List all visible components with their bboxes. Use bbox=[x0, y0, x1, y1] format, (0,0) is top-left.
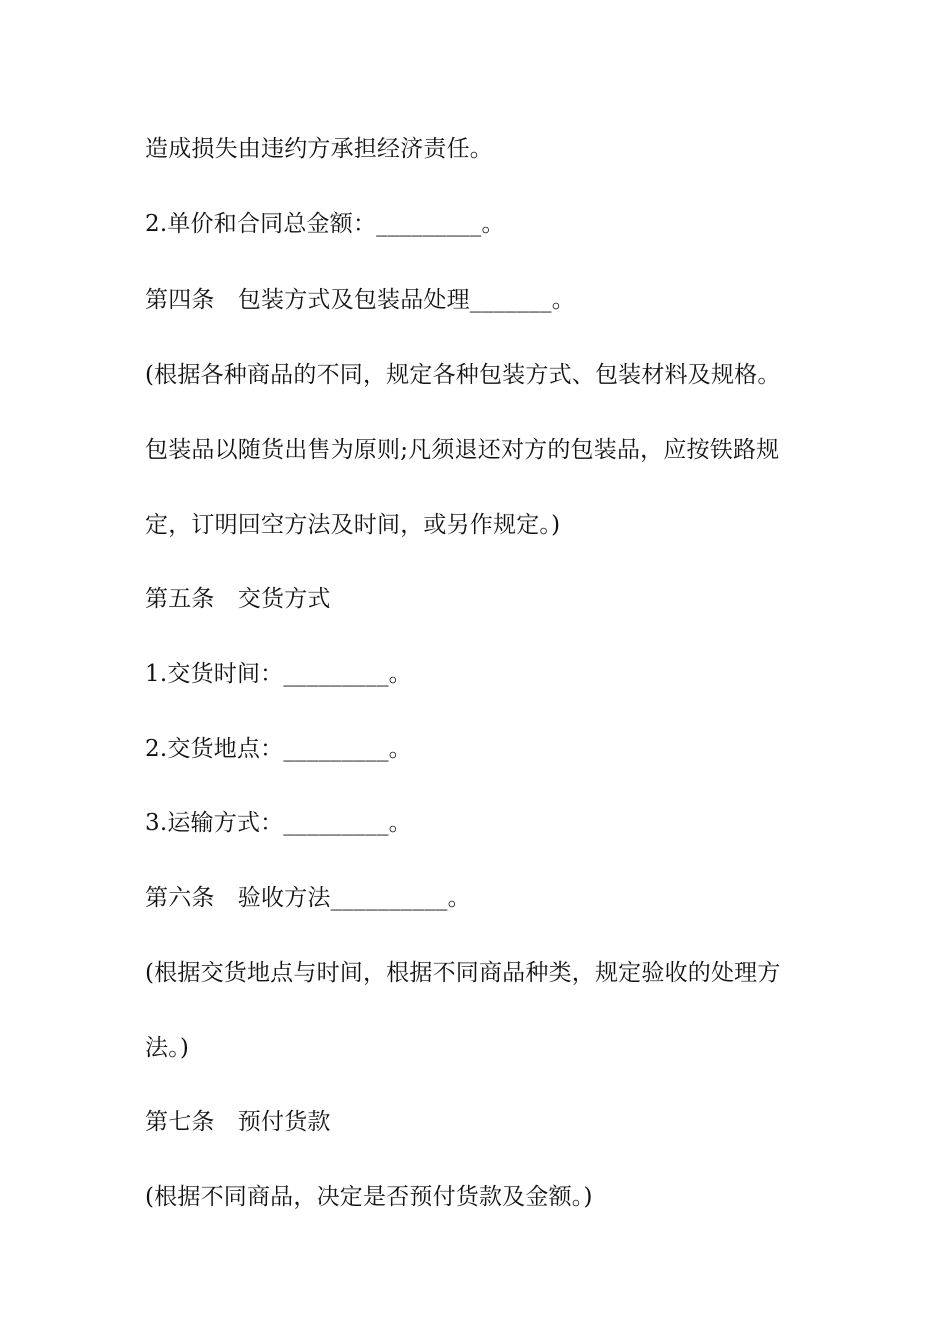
text-line: 法。) bbox=[145, 1035, 190, 1061]
text-line: 3.运输方式：_________。 bbox=[145, 810, 412, 836]
article-heading: 第五条 交货方式 bbox=[145, 586, 331, 612]
article-heading: 第六条 验收方法__________。 bbox=[145, 885, 471, 911]
text-line: 包装品以随货出售为原则;凡须退还对方的包装品，应按铁路规 bbox=[145, 437, 780, 463]
text-line: 定，订明回空方法及时间，或另作规定。) bbox=[145, 512, 561, 538]
text-line: 1.交货时间：_________。 bbox=[145, 661, 412, 687]
article-heading: 第七条 预付货款 bbox=[145, 1109, 331, 1135]
text-line: (根据交货地点与时间，根据不同商品种类，规定验收的处理方 bbox=[145, 960, 781, 986]
text-line: 造成损失由违约方承担经济责任。 bbox=[145, 136, 493, 162]
text-line: (根据各种商品的不同，规定各种包装方式、包装材料及规格。 bbox=[145, 362, 781, 388]
text-line: (根据不同商品，决定是否预付货款及金额。) bbox=[145, 1184, 593, 1210]
text-line: 2.单价和合同总金额：_________。 bbox=[145, 211, 505, 237]
article-heading: 第四条 包装方式及包装品处理_______。 bbox=[145, 287, 575, 313]
text-line: 2.交货地点：_________。 bbox=[145, 736, 412, 762]
